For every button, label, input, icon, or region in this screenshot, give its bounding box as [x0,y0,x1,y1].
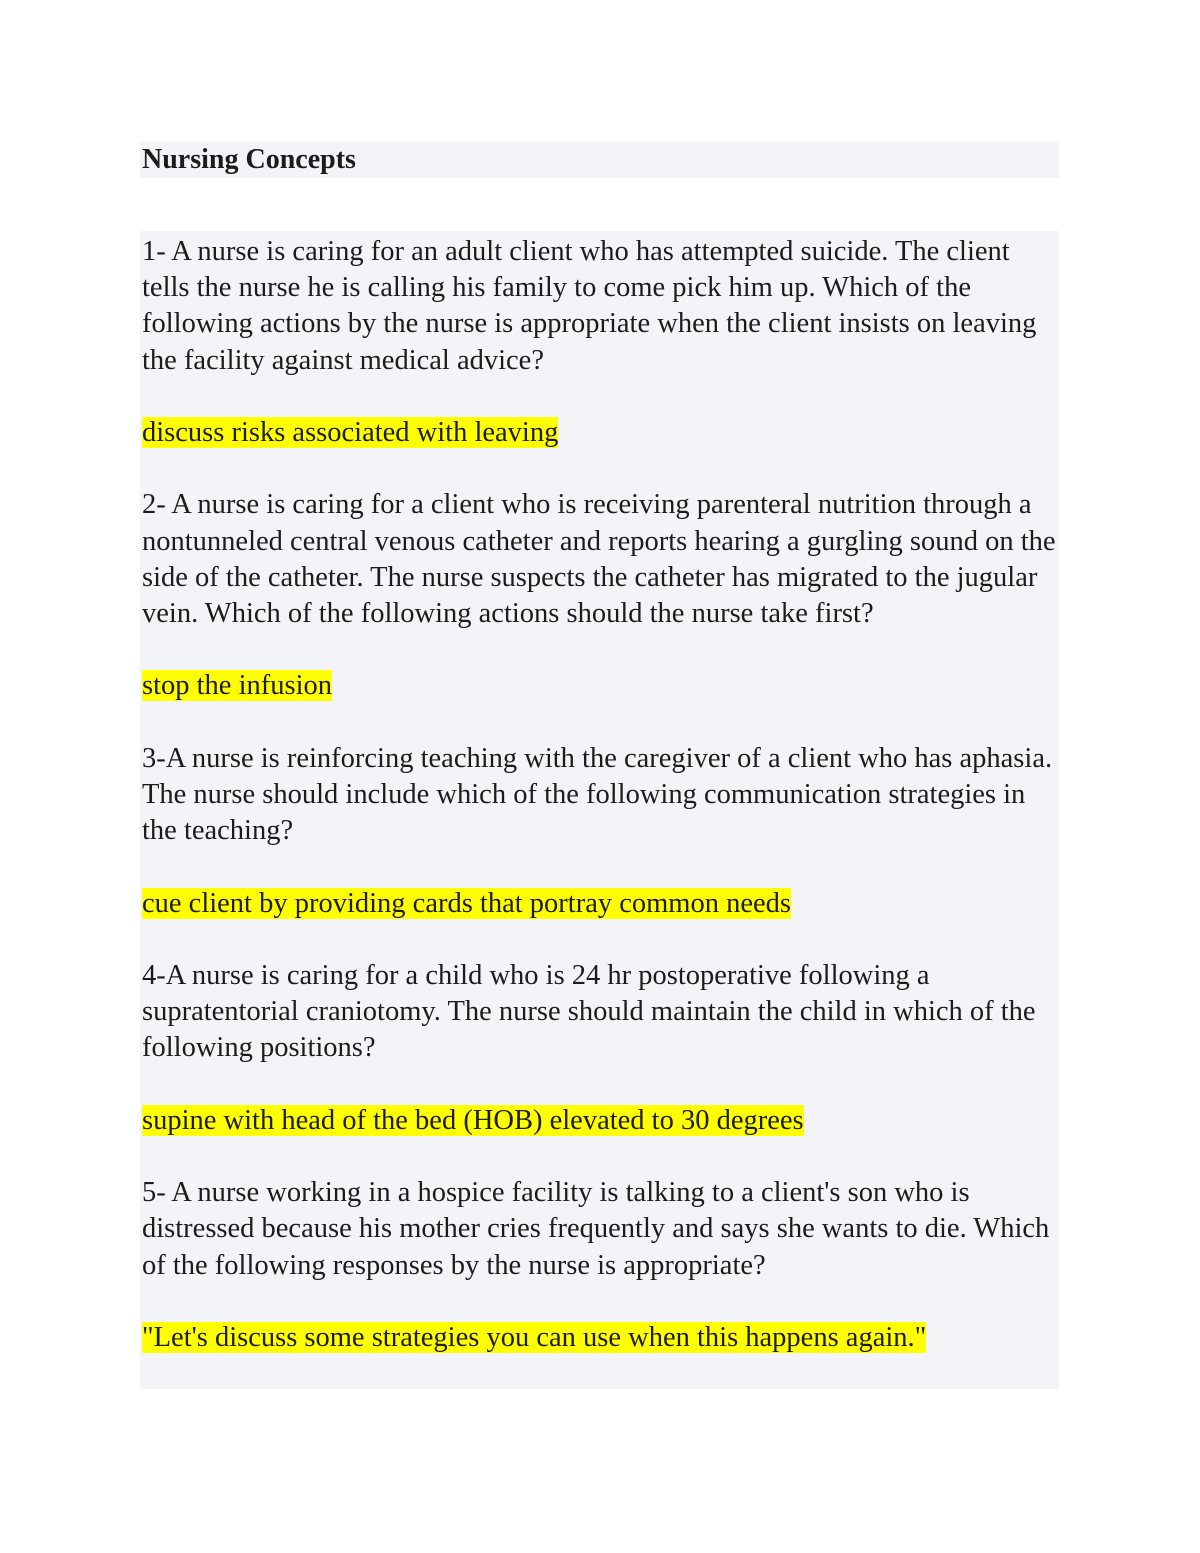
answer-highlight: stop the infusion [142,670,332,702]
question-item [142,958,1062,1139]
question-text: 3-A nurse is reinforcing teaching with the caregiver of a client who has aphasia. The nurse should include which of the following communication strategies in the teaching? [142,742,1053,847]
question-text: 2- A nurse is caring for a client who is receiving parenteral nutrition through a nontunneled central venous catheter and reports hearing a gurgling sound on the side of the catheter. The nurse suspects the catheter has migrated to the jugular vein. Which of the following actions should the nurse take first? [142,489,1056,629]
question-item [142,234,1062,451]
answer-line [142,1320,1062,1356]
question-item [142,487,1062,704]
question-list [142,234,1062,1392]
answer-highlight: cue client by providing cards that portray common needs [142,887,791,919]
answer-highlight: "Let's discuss some strategies you can use when this happens again." [142,1321,927,1353]
question-text: 4-A nurse is caring for a child who is 24 hr postoperative following a supratentorial craniotomy. The nurse should maintain the child in which of the following positions? [142,959,1036,1064]
answer-highlight: supine with head of the bed (HOB) elevated to 30 degrees [142,1104,804,1136]
question-item [142,741,1062,922]
document-title: Nursing Concepts [142,144,356,175]
answer-highlight: discuss risks associated with leaving [142,417,559,448]
question-text: 1- A nurse is caring for an adult client who has attempted suicide. The client tells the nurse he is calling his family to come pick him up. Which of the following actions by the nurse is appropriate when the client insists on leaving the facility against medical advice? [142,236,1037,376]
question-text: 5- A nurse working in a hospice facility is talking to a client's son who is distressed because his mother cries frequently and says she wants to die. Which of the following responses by the nurse is appropriate? [142,1177,1050,1281]
answer-line [142,1103,1062,1139]
answer-line [142,886,1062,922]
answer-line [142,415,1062,451]
answer-line [142,668,1062,704]
question-item [142,1175,1062,1356]
